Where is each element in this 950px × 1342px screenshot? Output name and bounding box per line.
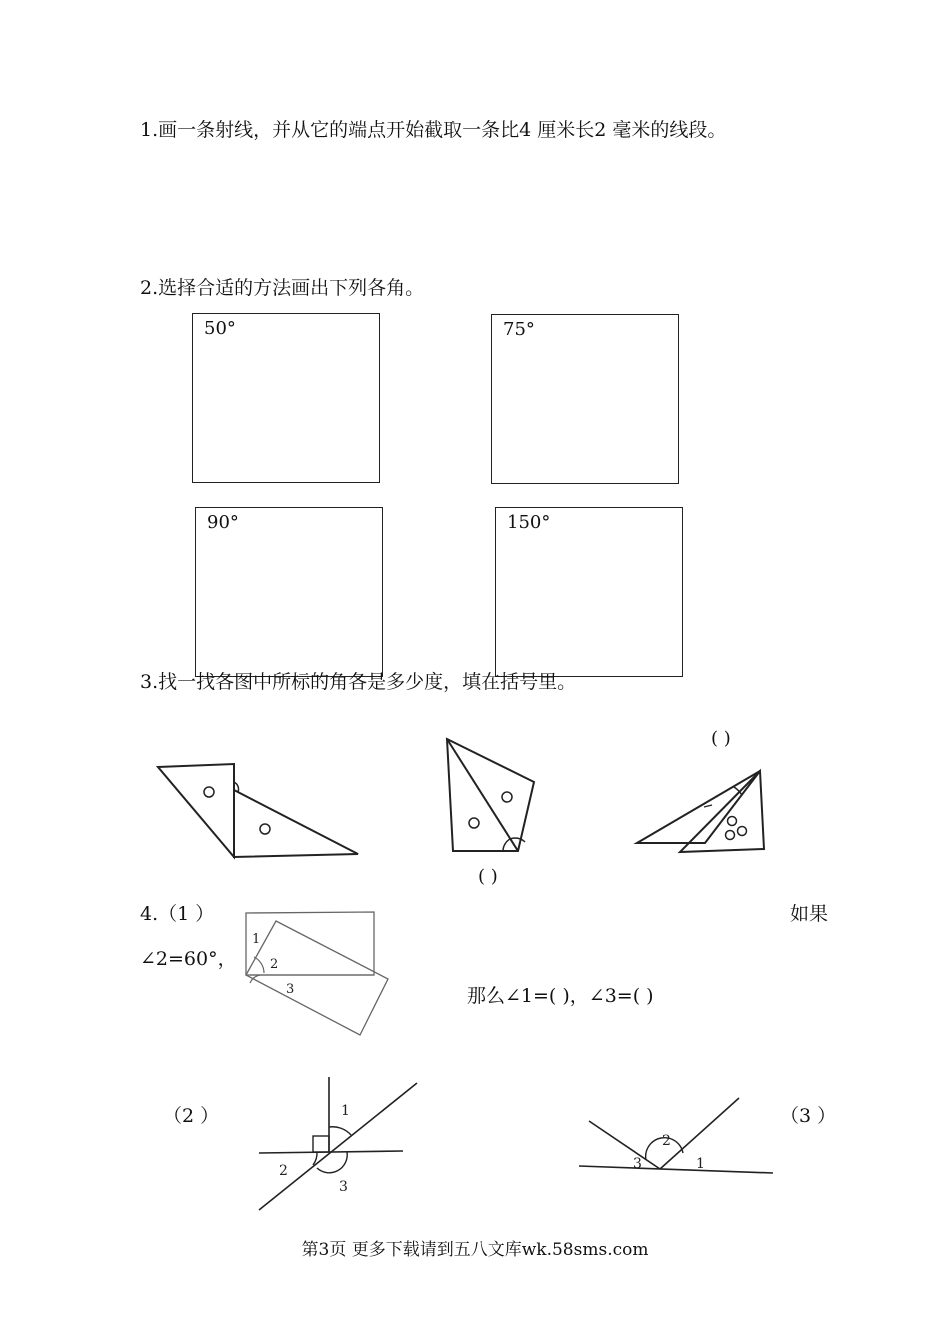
angle-3-label: 3 [286, 982, 295, 997]
question-4-if: 如果 [790, 903, 829, 925]
angle-2-label: 2 [662, 1133, 671, 1149]
angle-1-label: 1 [341, 1103, 350, 1119]
question-1-text: 1.画一条射线，并从它的端点开始截取一条比4 厘米长2 毫米的线段。 [140, 119, 727, 141]
question-4-label: 4.（1 ） [140, 903, 215, 925]
triangle-figure-b [440, 735, 560, 865]
angles-on-line-figure [577, 1095, 777, 1185]
angle-box-150 [495, 507, 683, 677]
angle-box-label: 150° [507, 512, 551, 533]
question-4-part-2: （2 ） [163, 1105, 220, 1127]
angle-box-75 [491, 314, 679, 484]
angle-box-label: 90° [207, 512, 239, 533]
angle-1-label: 1 [696, 1156, 705, 1172]
angle-3-label: 3 [633, 1156, 642, 1172]
angle-box-label: 75° [503, 319, 535, 340]
question-4-given: ∠2=60°， [140, 948, 237, 970]
page-footer: 第3页 更多下载请到五八文库wk.58sms.com [301, 1240, 649, 1260]
triangle-figure-c [632, 765, 782, 865]
angle-box-50 [192, 313, 380, 483]
question-3-text: 3.找一找各图中所标的角各是多少度，填在括号里。 [140, 671, 577, 693]
rectangle-overlap-figure [242, 905, 412, 1040]
question-2-text: 2.选择合适的方法画出下列各角。 [140, 277, 425, 299]
triangle-figure-a [150, 752, 380, 882]
angle-box-label: 50° [204, 318, 236, 339]
answer-blank-figure-2: ( ) [478, 866, 498, 887]
question-4-then: 那么∠1=( )，∠3=( ) [467, 985, 654, 1007]
angle-box-90 [195, 507, 383, 677]
answer-blank-figure-3: ( ) [711, 728, 731, 749]
angle-2-label: 2 [270, 957, 279, 972]
angle-3-label: 3 [339, 1179, 348, 1195]
angle-1-label: 1 [252, 932, 261, 947]
angle-2-label: 2 [279, 1163, 288, 1179]
question-4-part-3: （3 ） [780, 1105, 837, 1127]
intersecting-lines-figure [255, 1075, 455, 1215]
